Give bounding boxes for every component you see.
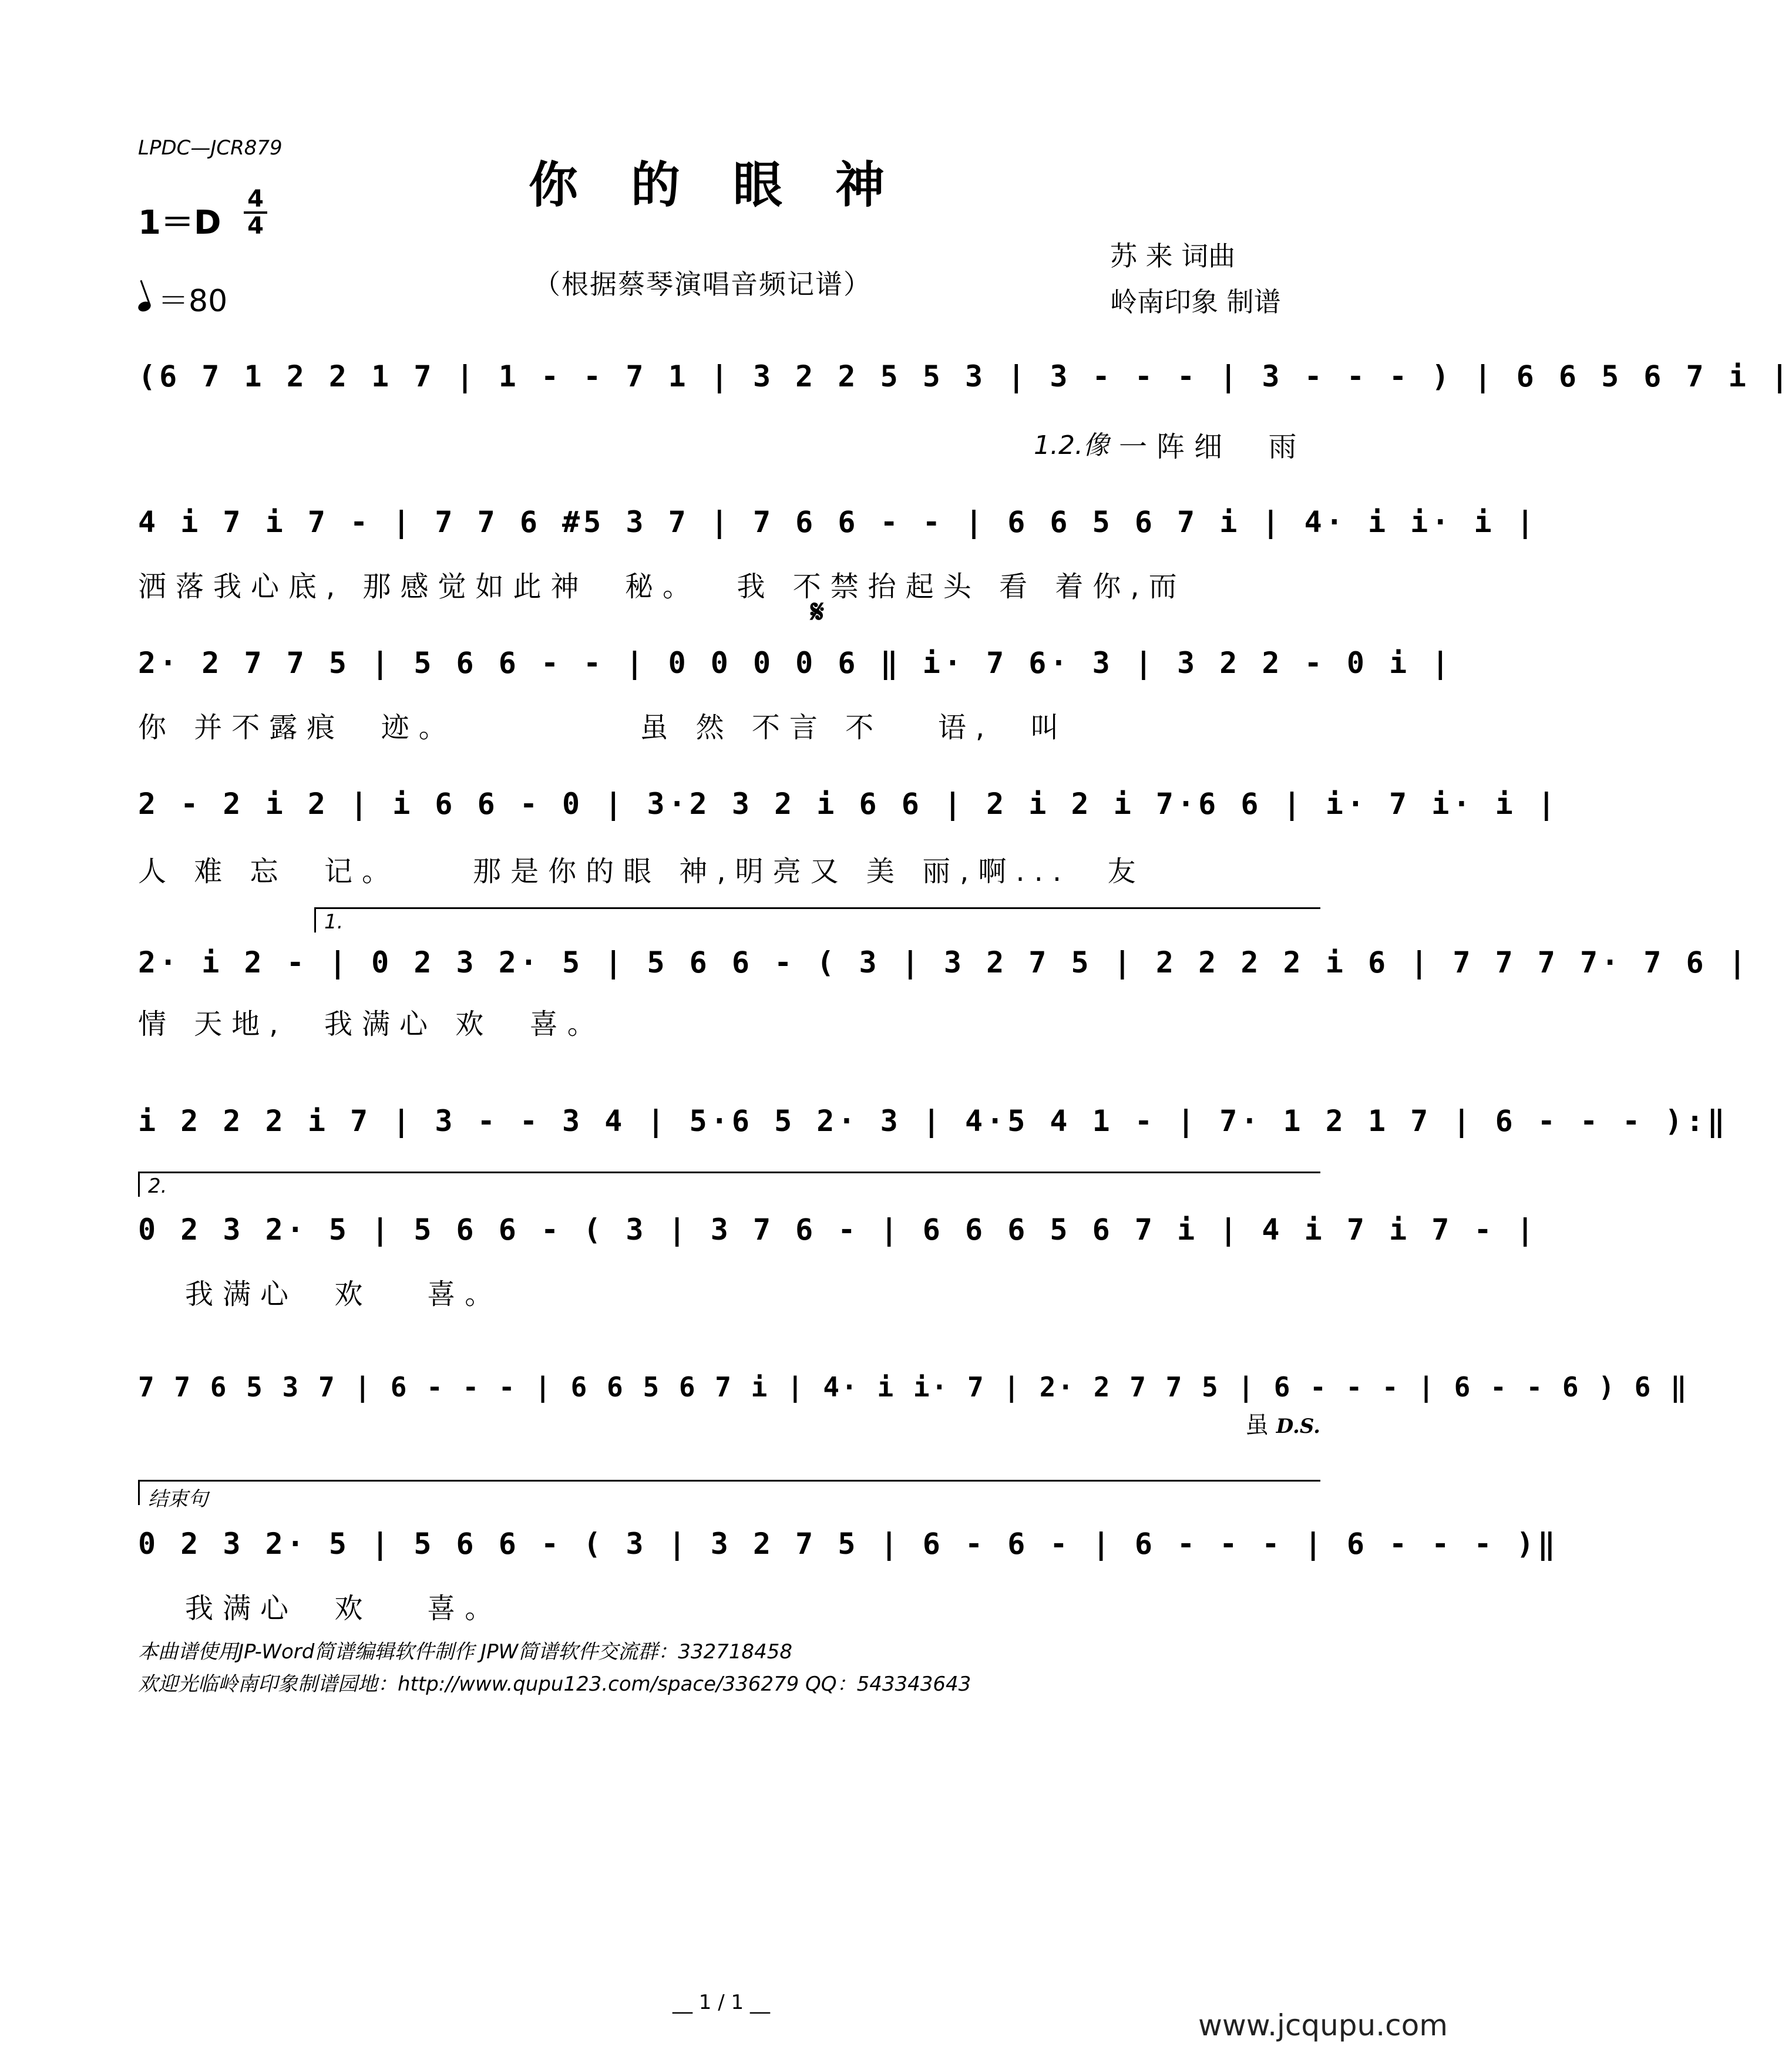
watermark: www.jcqupu.com	[1198, 2008, 1448, 2042]
time-top: 4	[247, 186, 264, 213]
notes: 0 2 3 2· 5 | 5 6 6 - ( 3 | 3 2 7 5 | 6 - 6 - | 6 - - - | 6 - - - )‖	[138, 1527, 1559, 1561]
lyrics-line: 你 并不露痕 迹。 虽 然 不言 不 语, 叫	[138, 711, 1068, 744]
score-system-3	[138, 646, 1453, 711]
verse-marker: 1.2.像	[1034, 430, 1109, 460]
notes: i 2 2 2 i 7 | 3 - - 3 4 | 5·6 5 2· 3 | 4·5 4 1 - | 7· 1 2 1 7 | 6 - - - ):‖	[138, 1104, 1729, 1138]
page-title: 你的眼神	[529, 156, 938, 214]
tempo-mark	[138, 276, 227, 320]
ds-mark: D.S.	[1276, 1415, 1321, 1438]
quarter-note-icon	[137, 300, 152, 314]
volta-label: 2.	[148, 1174, 167, 1198]
tempo-value: ＝80	[158, 284, 228, 319]
key-signature: 1＝D	[138, 204, 221, 242]
score-system-9	[138, 1527, 1559, 1591]
lyrics-line: 人 难 忘 记。 那是你的眼 神,明亮又 美 丽,啊... 友	[138, 855, 1145, 888]
time-bottom: 4	[244, 211, 267, 238]
credit-lyrics: 苏 来 词曲	[1110, 240, 1236, 272]
time-signature	[244, 187, 267, 238]
lyrics-line: 洒落我心底, 那感觉如此神 秘。 我 不禁抬起头 看 着你,而	[138, 570, 1186, 603]
first-ending-bracket	[314, 907, 1320, 933]
score-system-2	[138, 505, 1538, 570]
notes: 2 - 2 i 2 | i 6 6 - 0 | 3·2 3 2 i 6 6 | 2 i 2 i 7·6 6 | i· 7 i· i |	[138, 787, 1559, 821]
lyrics-line: 情 天地, 我满心 欢 喜。	[138, 1008, 605, 1041]
lyrics-line: 我满心 欢 喜。	[185, 1592, 503, 1625]
page-number: __ 1 / 1 __	[673, 1991, 770, 2014]
volta-label: 1.	[324, 910, 344, 934]
score-system-8	[138, 1371, 1689, 1436]
score-system-5	[138, 945, 1750, 1010]
ds-lyric: 虽	[1245, 1412, 1269, 1439]
lyrics-line: 一阵细 雨	[1119, 430, 1306, 463]
footer-line-2: 欢迎光临岭南印象制谱园地：http://www.qupu123.com/space/336279 QQ：543343643	[138, 1672, 971, 1696]
notes: 7 7 6 5 3 7 | 6 - - - | 6 6 5 6 7 i | 4· i i· 7 | 2· 2 7 7 5 | 6 - - - | 6 - - 6 ) 6 ‖	[138, 1371, 1689, 1403]
score-system-7	[138, 1213, 1538, 1277]
score-system-6	[138, 1104, 1729, 1169]
notes: 4 i 7 i 7 - | 7 7 6 #5 3 7 | 7 6 6 - - | 6 6 5 6 7 i | 4· i i· i |	[138, 505, 1538, 539]
subtitle: （根据蔡琴演唱音频记谱）	[533, 268, 872, 300]
second-ending-bracket	[138, 1172, 1320, 1197]
score-system-4	[138, 787, 1559, 851]
notes: 2· 2 7 7 5 | 5 6 6 - - | 0 0 0 0 6 ‖ i· 7 6· 3 | 3 2 2 - 0 i |	[138, 646, 1453, 680]
dal-segno	[1245, 1406, 1320, 1440]
lyrics-line: 我满心 欢 喜。	[185, 1278, 503, 1311]
credit-notation: 岭南印象 制谱	[1110, 286, 1281, 318]
volta-label: 结束句	[148, 1487, 208, 1511]
notes: 0 2 3 2· 5 | 5 6 6 - ( 3 | 3 7 6 - | 6 6 6 5 6 7 i | 4 i 7 i 7 - |	[138, 1213, 1538, 1247]
score-code: LPDC—JCR879	[138, 136, 283, 160]
score-system-1	[138, 359, 1792, 424]
segno-icon: 𝄋	[811, 593, 825, 630]
notes: (6 7 1 2 2 1 7 | 1 - - 7 1 | 3 2 2 5 5 3 | 3 - - - | 3 - - - ) | 6 6 5 6 7 i |	[138, 359, 1792, 393]
notes: 2· i 2 - | 0 2 3 2· 5 | 5 6 6 - ( 3 | 3 2 7 5 | 2 2 2 2 i 6 | 7 7 7 7· 7 6 |	[138, 945, 1750, 979]
coda-bracket	[138, 1480, 1320, 1511]
footer-line-1: 本曲谱使用JP-Word简谱编辑软件制作 JPW简谱软件交流群：332718458	[138, 1640, 792, 1664]
